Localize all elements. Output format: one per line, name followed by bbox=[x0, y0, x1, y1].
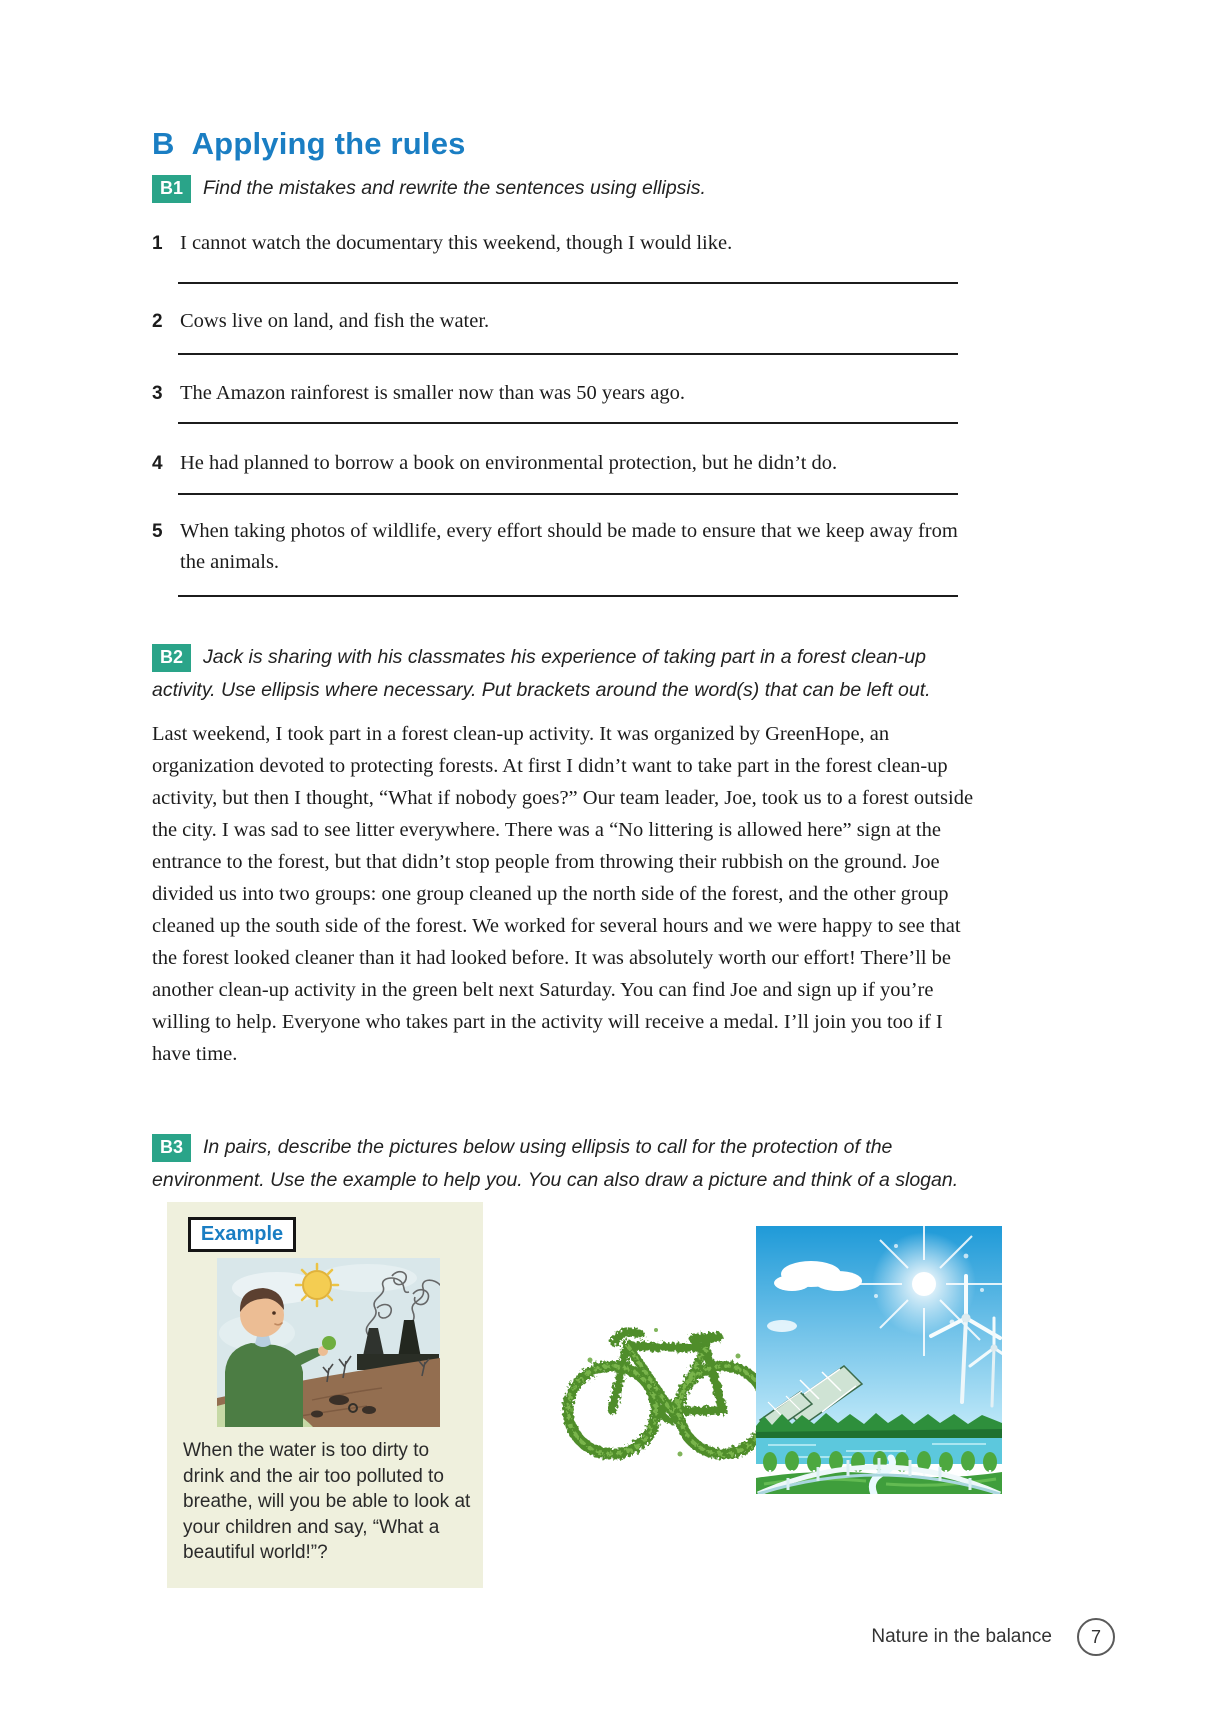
exercise-b2-badge: B2 bbox=[152, 644, 191, 672]
item-text: Cows live on land, and fish the water. bbox=[180, 310, 490, 332]
example-label-box bbox=[188, 1217, 296, 1252]
sentence-item-2 bbox=[152, 306, 958, 337]
example-panel bbox=[167, 1202, 483, 1588]
renewable-energy-illustration bbox=[756, 1226, 1002, 1494]
item-text: When taking photos of wildlife, every effort should be made to ensure that we keep away from the animals. bbox=[180, 520, 958, 573]
item-text: I cannot watch the documentary this weekend, though I would like. bbox=[180, 232, 733, 254]
example-label: Example bbox=[200, 1223, 284, 1245]
sun-icon bbox=[296, 1264, 338, 1306]
sentence-item-1 bbox=[152, 228, 958, 259]
page-number-badge bbox=[1077, 1618, 1115, 1656]
answer-line-2 bbox=[178, 353, 958, 355]
exercise-b1-badge: B1 bbox=[152, 175, 191, 203]
section-title-text: Applying the rules bbox=[191, 126, 466, 161]
exercise-b3-instruction: In pairs, describe the pictures below using ellipsis to call for the protection of the environment. Use the example to help you. You can also draw a picture and think of a slogan. bbox=[152, 1136, 959, 1191]
page-title bbox=[152, 126, 466, 162]
pollution-drawing-illustration bbox=[217, 1258, 440, 1427]
bicycle-frame bbox=[568, 1332, 767, 1454]
exercise-b3-badge: B3 bbox=[152, 1134, 191, 1162]
leaf-bicycle-illustration bbox=[560, 1282, 775, 1467]
sentence-item-5 bbox=[152, 516, 964, 578]
sentence-item-3 bbox=[152, 378, 958, 409]
example-caption: When the water is too dirty to drink and the air too polluted to breathe, will you be able to look at your children and say, “What a beautiful world!”? bbox=[183, 1440, 471, 1563]
answer-line-4 bbox=[178, 493, 958, 495]
reading-passage: Last weekend, I took part in a forest clean-up activity. It was organized by GreenHope, an organization devoted to protecting forests. At first I didn’t want to take part in the forest clean-up activity, but then I thought, “What if nobody goes?” Our team leader, Joe, took us to a forest outside the city. I was sad to see litter everywhere. There was a “No littering is allowed here” sign at the entrance to the forest, but that didn’t stop people from throwing their rubbish on the ground. Joe divided us into two groups: one group cleaned up the north side of the forest, and the other group cleaned up the south side of the forest. We worked for several hours and we were happy to see that the forest looked cleaner than it had looked before. It was absolutely worth our effort! There’ll be another clean-up activity in the green belt next Saturday. You can find Joe and sign up if you’re willing to help. Everyone who takes part in the activity will receive a medal. I’ll join you too if I have time. bbox=[152, 723, 974, 1065]
exercise-b2-header bbox=[152, 641, 976, 707]
item-number: 1 bbox=[152, 233, 163, 254]
page-number: 7 bbox=[1090, 1626, 1101, 1647]
item-text: The Amazon rainforest is smaller now than was 50 years ago. bbox=[180, 382, 685, 404]
sentence-item-4 bbox=[152, 448, 958, 479]
exercise-b1-instruction: Find the mistakes and rewrite the sentences using ellipsis. bbox=[203, 177, 706, 199]
exercise-b2-instruction: Jack is sharing with his classmates his experience of taking part in a forest clean-up activity. Use ellipsis where necessary. Put brackets around the word(s) that can be left out. bbox=[152, 646, 931, 701]
exercise-b3-header bbox=[152, 1131, 976, 1197]
item-number: 3 bbox=[152, 383, 163, 404]
answer-line-1 bbox=[178, 282, 958, 284]
item-text: He had planned to borrow a book on environmental protection, but he didn’t do. bbox=[180, 452, 838, 474]
exercise-b1-header bbox=[152, 172, 976, 205]
footer-chapter-title: Nature in the balance bbox=[871, 1626, 1052, 1647]
item-number: 5 bbox=[152, 521, 163, 542]
item-number: 2 bbox=[152, 311, 163, 332]
answer-line-3 bbox=[178, 422, 958, 424]
answer-line-5 bbox=[178, 595, 958, 597]
section-letter: B bbox=[152, 126, 175, 161]
item-number: 4 bbox=[152, 453, 163, 474]
